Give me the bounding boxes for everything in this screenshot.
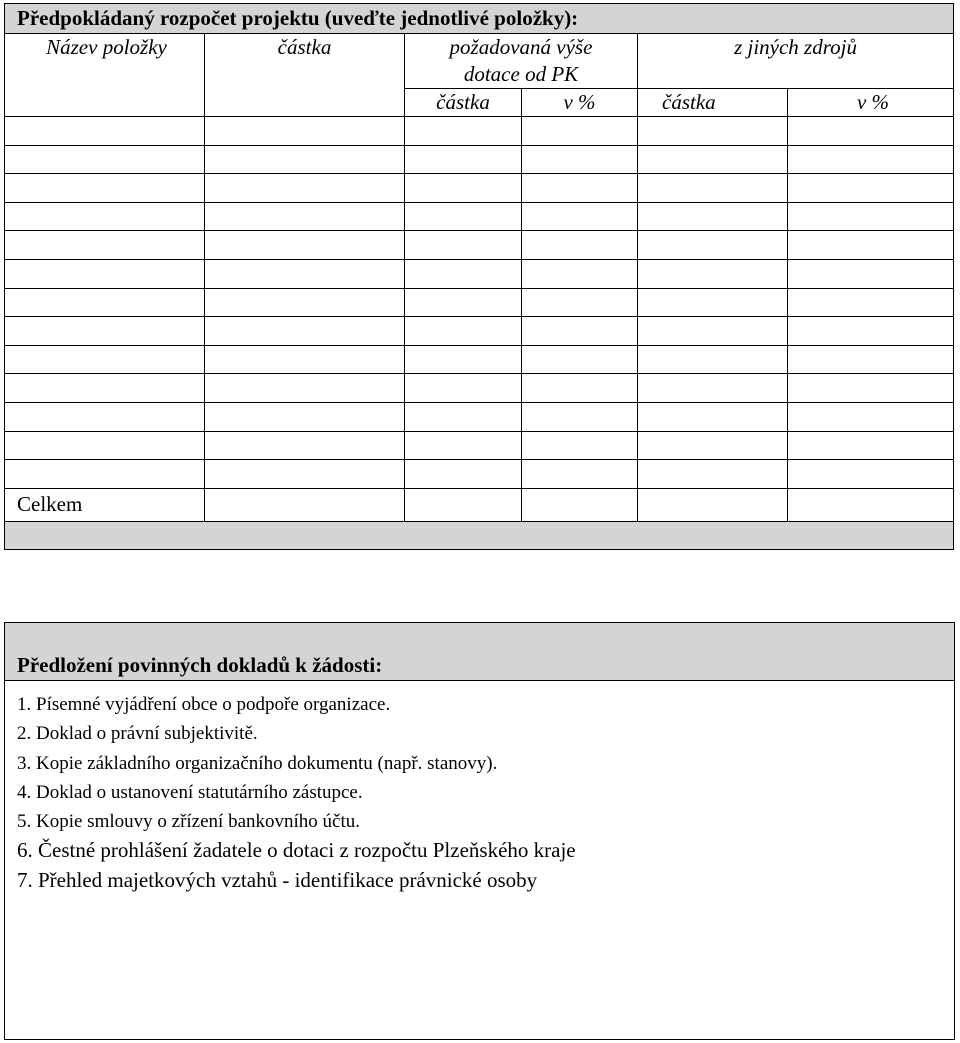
table-row [5, 202, 954, 231]
cell[interactable] [522, 460, 638, 489]
total-row [5, 488, 954, 521]
cell[interactable] [205, 317, 405, 346]
cell[interactable] [205, 431, 405, 460]
cell[interactable] [638, 259, 788, 288]
cell[interactable] [788, 460, 954, 489]
cell[interactable] [205, 345, 405, 374]
subcol-req-percent: v % [522, 89, 638, 117]
cell[interactable] [405, 460, 522, 489]
cell[interactable] [638, 460, 788, 489]
cell[interactable] [5, 288, 205, 317]
list-item: 4. Doklad o ustanovení statutárního zástupce. [17, 781, 363, 803]
total-cell[interactable] [638, 488, 788, 521]
cell[interactable] [5, 202, 205, 231]
cell[interactable] [788, 174, 954, 203]
cell[interactable] [5, 317, 205, 346]
documents-list [5, 681, 954, 895]
cell[interactable] [5, 117, 205, 146]
list-item: 5. Kopie smlouvy o zřízení bankovního účtu. [17, 811, 360, 833]
cell[interactable] [405, 259, 522, 288]
col-requested-subsidy [405, 34, 638, 89]
cell[interactable] [638, 345, 788, 374]
table-row [5, 402, 954, 431]
list-item: 2. Doklad o právní subjektivitě. [17, 723, 258, 745]
cell[interactable] [205, 259, 405, 288]
table-row [5, 460, 954, 489]
subcol-other-amount: částka [638, 89, 788, 117]
list-item: 6. Čestné prohlášení žadatele o dotaci z rozpočtu Plzeňského kraje [17, 838, 576, 863]
cell[interactable] [405, 402, 522, 431]
total-label: Celkem [5, 488, 205, 521]
list-item: 1. Písemné vyjádření obce o podpoře organizace. [17, 694, 391, 715]
table-row [5, 259, 954, 288]
list-item: 7. Přehled majetkových vztahů - identifikace právnické osoby [17, 867, 538, 892]
total-cell[interactable] [788, 488, 954, 521]
col-other-sources: z jiných zdrojů [638, 34, 954, 89]
cell[interactable] [522, 259, 638, 288]
cell[interactable] [5, 431, 205, 460]
cell[interactable] [405, 174, 522, 203]
cell[interactable] [788, 402, 954, 431]
cell[interactable] [405, 145, 522, 174]
budget-title: Předpokládaný rozpočet projektu (uveďte jednotlivé položky): [5, 4, 954, 34]
cell[interactable] [522, 402, 638, 431]
cell[interactable] [638, 288, 788, 317]
cell[interactable] [205, 174, 405, 203]
total-cell[interactable] [405, 488, 522, 521]
cell[interactable] [405, 117, 522, 146]
cell[interactable] [522, 174, 638, 203]
table-row [5, 431, 954, 460]
cell[interactable] [5, 402, 205, 431]
table-row [5, 288, 954, 317]
cell[interactable] [788, 117, 954, 146]
table-row [5, 145, 954, 174]
cell[interactable] [5, 145, 205, 174]
cell[interactable] [638, 117, 788, 146]
cell[interactable] [522, 202, 638, 231]
cell[interactable] [205, 117, 405, 146]
cell[interactable] [638, 431, 788, 460]
cell[interactable] [405, 374, 522, 403]
subcol-req-amount: částka [405, 89, 522, 117]
cell[interactable] [788, 202, 954, 231]
cell[interactable] [5, 231, 205, 260]
cell[interactable] [522, 345, 638, 374]
cell[interactable] [5, 259, 205, 288]
cell[interactable] [5, 174, 205, 203]
col-item-name: Název položky [5, 34, 205, 117]
cell[interactable] [788, 345, 954, 374]
col-requested-line1: požadovaná výše [449, 35, 593, 59]
cell[interactable] [522, 231, 638, 260]
cell[interactable] [5, 374, 205, 403]
cell[interactable] [638, 374, 788, 403]
table-row [5, 174, 954, 203]
cell[interactable] [405, 202, 522, 231]
total-cell[interactable] [522, 488, 638, 521]
cell[interactable] [405, 317, 522, 346]
cell[interactable] [788, 431, 954, 460]
cell[interactable] [638, 174, 788, 203]
cell[interactable] [5, 345, 205, 374]
budget-table [4, 3, 954, 550]
cell[interactable] [638, 402, 788, 431]
table-row [5, 231, 954, 260]
col-requested-line2: dotace od PK [463, 62, 579, 86]
cell[interactable] [638, 202, 788, 231]
total-cell[interactable] [205, 488, 405, 521]
cell[interactable] [638, 145, 788, 174]
table-row [5, 374, 954, 403]
cell[interactable] [638, 317, 788, 346]
cell[interactable] [205, 202, 405, 231]
cell[interactable] [788, 374, 954, 403]
cell[interactable] [788, 317, 954, 346]
cell[interactable] [788, 231, 954, 260]
list-item: 3. Kopie základního organizačního dokumentu (např. stanovy). [17, 752, 498, 774]
cell[interactable] [522, 431, 638, 460]
cell[interactable] [405, 231, 522, 260]
cell[interactable] [788, 259, 954, 288]
col-amount: částka [205, 34, 405, 117]
table-row [5, 345, 954, 374]
cell[interactable] [405, 288, 522, 317]
cell[interactable] [205, 402, 405, 431]
cell[interactable] [522, 288, 638, 317]
documents-section [4, 622, 955, 1040]
cell[interactable] [638, 231, 788, 260]
cell[interactable] [205, 374, 405, 403]
cell[interactable] [522, 117, 638, 146]
cell[interactable] [205, 288, 405, 317]
cell[interactable] [205, 231, 405, 260]
table-row [5, 117, 954, 146]
subcol-other-percent: v % [788, 89, 954, 117]
cell[interactable] [522, 374, 638, 403]
cell[interactable] [205, 145, 405, 174]
cell[interactable] [522, 145, 638, 174]
cell[interactable] [405, 345, 522, 374]
cell[interactable] [522, 317, 638, 346]
cell[interactable] [205, 460, 405, 489]
cell[interactable] [788, 288, 954, 317]
documents-title: Předložení povinných dokladů k žádosti: [5, 623, 954, 681]
cell[interactable] [788, 145, 954, 174]
cell[interactable] [405, 431, 522, 460]
cell[interactable] [5, 460, 205, 489]
table-row [5, 317, 954, 346]
total-footer-bar [5, 521, 954, 549]
